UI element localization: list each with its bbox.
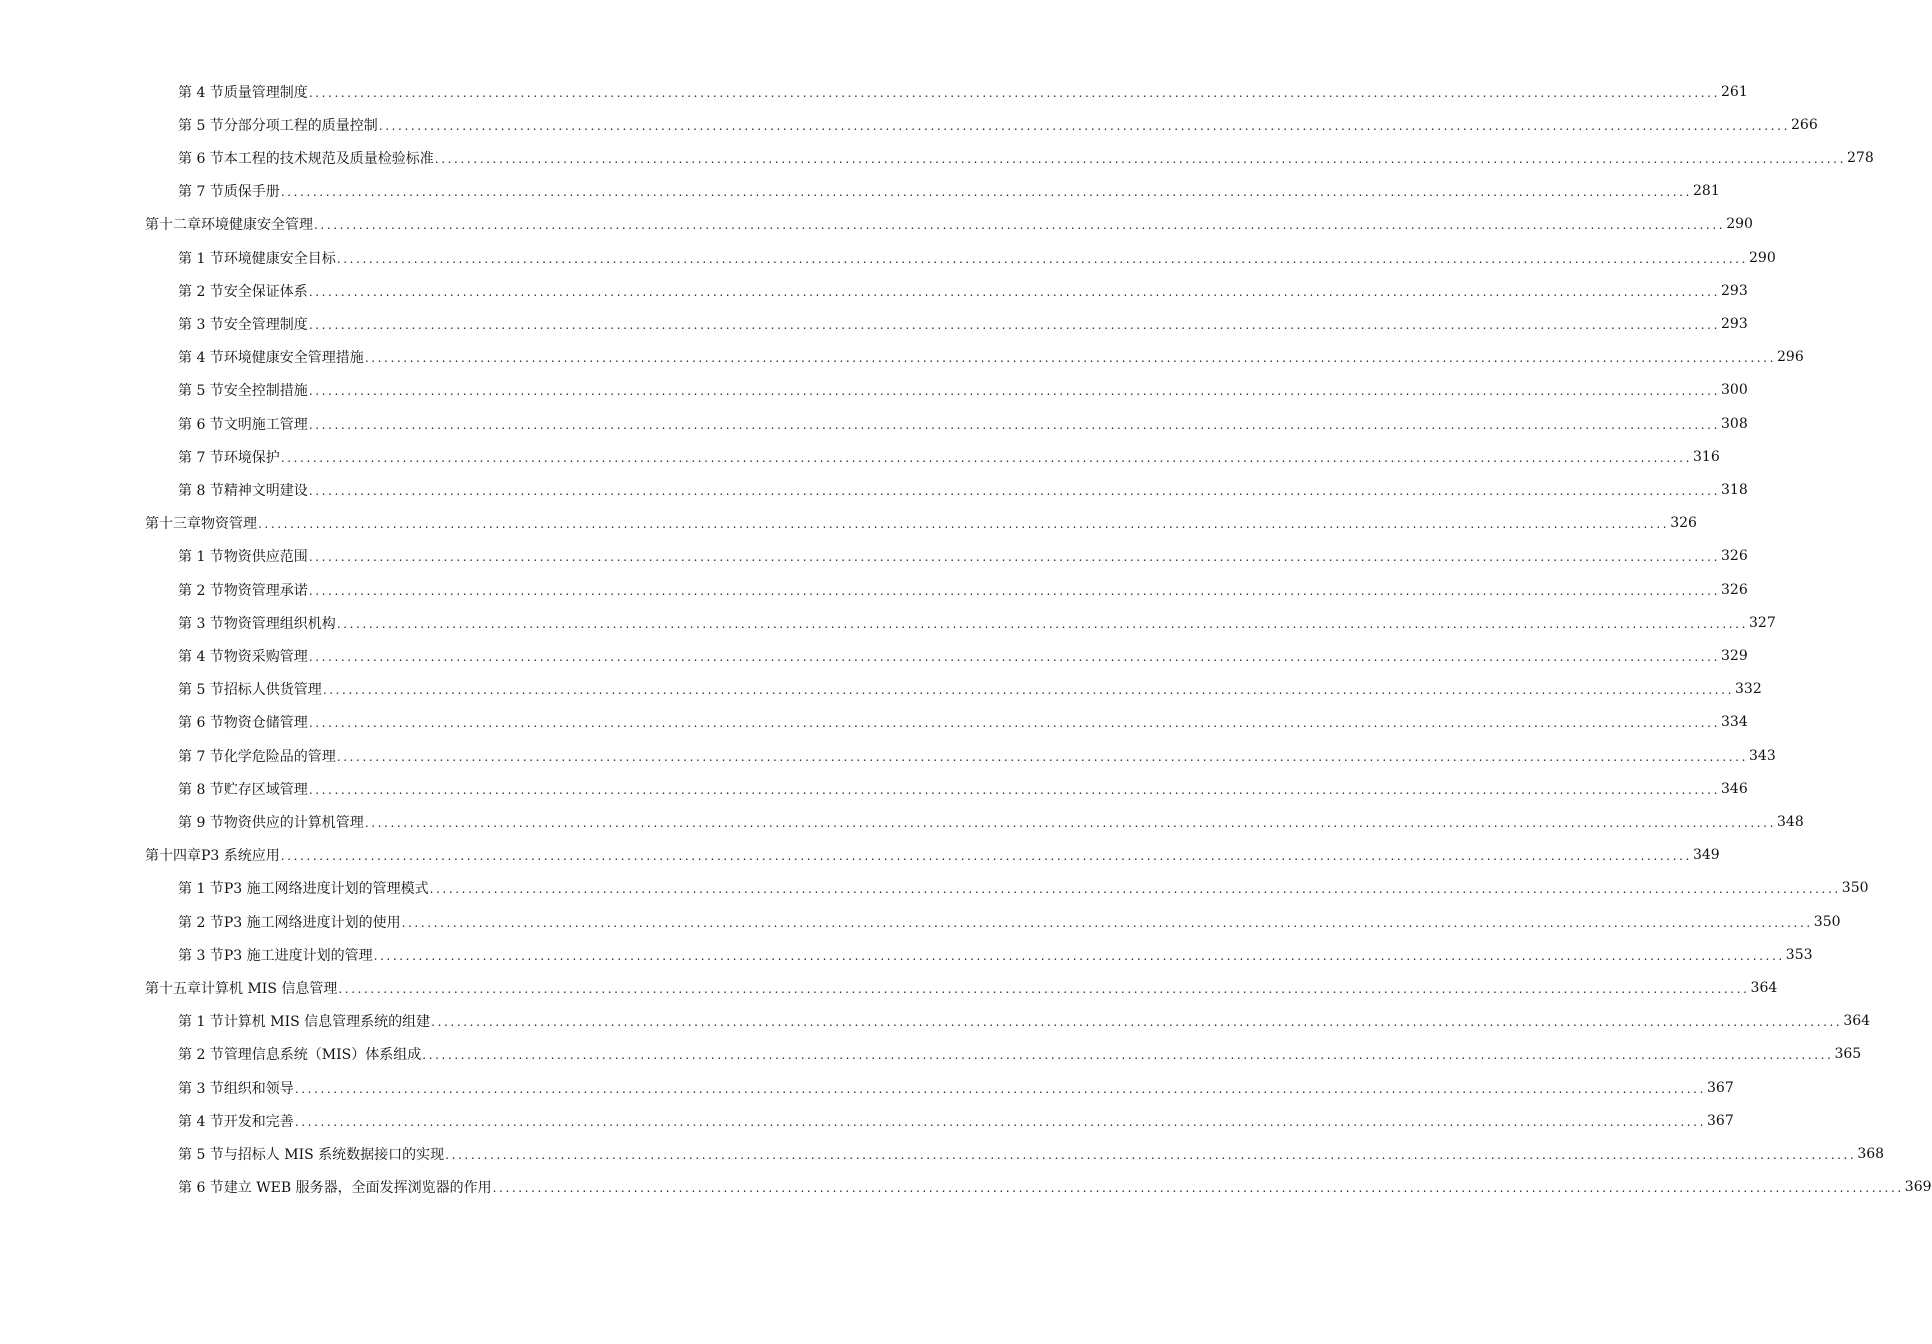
toc-entry-title: 环境健康安全目标 [223,250,336,267]
toc-page-number: 353 [1785,946,1813,963]
toc-section-entry[interactable] [178,639,1748,672]
toc-section-entry[interactable] [178,1038,1862,1071]
toc-section-entry[interactable] [178,473,1748,506]
toc-entry-number: 第 2 节 [178,283,224,300]
toc-section-entry[interactable] [178,606,1776,639]
toc-chapter-entry[interactable] [145,507,1697,540]
toc-page-number: 369 [1904,1179,1932,1196]
toc-entry-number: 第 6 节 [178,715,224,732]
toc-dot-leader: ............................................................................................................................................................................................................................ [308,583,1720,598]
toc-entry-title: 物资供应范围 [223,549,308,566]
toc-section-entry[interactable] [178,938,1813,971]
toc-page-number: 334 [1721,714,1748,731]
toc-page-number: 350 [1813,913,1841,930]
toc-entry-title: 分部分项工程的质量控制 [223,117,378,134]
toc-entry-number: 第 4 节 [178,84,224,101]
toc-entry-number: 第十五章 [145,980,201,997]
toc-section-entry[interactable] [178,75,1748,108]
toc-chapter-entry[interactable] [145,839,1720,872]
toc-page-number: 364 [1843,1013,1871,1030]
toc-section-entry[interactable] [178,706,1748,739]
toc-chapter-entry[interactable] [145,971,1778,1004]
toc-section-entry[interactable] [178,772,1748,805]
toc-page-number: 316 [1693,448,1720,465]
toc-entry-title: 安全控制措施 [223,383,308,400]
toc-page-number: 293 [1721,282,1748,299]
toc-page-number: 266 [1791,116,1818,133]
toc-entry-title: P3 施工网络进度计划的使用 [223,914,401,931]
toc-entry-number: 第 3 节 [178,947,224,964]
toc-section-entry[interactable] [178,1104,1734,1137]
toc-entry-title: 化学危险品的管理 [223,748,336,765]
toc-entry-title: 管理信息系统（MIS）体系组成 [223,1047,422,1064]
toc-entry-number: 第十三章 [145,516,201,533]
toc-page-number: 368 [1857,1145,1885,1162]
toc-dot-leader: ............................................................................................................................................................................................................................ [308,284,1720,299]
toc-page-number: 367 [1707,1079,1734,1096]
toc-dot-leader: ............................................................................................................................................................................................................................ [308,550,1720,565]
toc-entry-number: 第 1 节 [178,1014,224,1031]
toc-dot-leader: ............................................................................................................................................................................................................................ [364,351,1776,366]
toc-page-number: 364 [1750,979,1778,996]
toc-page-number: 343 [1749,747,1776,764]
toc-entry-title: 本工程的技术规范及质量检验标准 [223,150,434,167]
toc-entry-number: 第 5 节 [178,1146,224,1163]
toc-entry-title: 环境保护 [223,449,280,466]
toc-dot-leader: ............................................................................................................................................................................................................................ [280,450,1692,465]
toc-entry-title: 物资仓储管理 [223,715,308,732]
toc-entry-number: 第 2 节 [178,914,224,931]
toc-dot-leader: ............................................................................................................................................................................................................................ [294,1114,1706,1129]
toc-dot-leader: ............................................................................................................................................................................................................................ [308,716,1720,731]
toc-dot-leader: ............................................................................................................................................................................................................................ [308,782,1720,797]
toc-page-number: 326 [1670,515,1697,532]
toc-section-entry[interactable] [178,540,1748,573]
toc-page-number: 367 [1707,1112,1734,1129]
toc-entry-number: 第 8 节 [178,482,224,499]
toc-entry-title: 质量管理制度 [223,84,308,101]
toc-entry-title: 安全保证体系 [223,283,308,300]
toc-entry-number: 第 7 节 [178,748,224,765]
toc-entry-title: 开发和完善 [223,1113,294,1130]
toc-entry-number: 第 6 节 [178,150,224,167]
toc-dot-leader: ............................................................................................................................................................................................................................ [258,517,1670,532]
toc-dot-leader: ............................................................................................................................................................................................................................ [280,185,1692,200]
toc-entry-number: 第 3 节 [178,1080,224,1097]
toc-entry-number: 第 4 节 [178,648,224,665]
toc-section-entry[interactable] [178,141,1874,174]
toc-entry-number: 第 5 节 [178,383,224,400]
toc-entry-title: 物资管理 [201,516,257,533]
toc-section-entry[interactable] [178,739,1776,772]
toc-entry-title: P3 施工进度计划的管理 [223,947,373,964]
toc-entry-title: 文明施工管理 [223,416,308,433]
toc-entry-title: 计算机 MIS 信息管理系统的组建 [223,1014,431,1031]
toc-dot-leader: ............................................................................................................................................................................................................................ [336,616,1748,631]
toc-entry-title: 物资供应的计算机管理 [223,814,364,831]
toc-page-number: 296 [1777,349,1804,366]
toc-entry-number: 第 7 节 [178,449,224,466]
toc-page-number: 308 [1721,415,1748,432]
toc-section-entry[interactable] [178,274,1748,307]
toc-entry-title: 计算机 MIS 信息管理 [201,980,338,997]
toc-dot-leader: ............................................................................................................................................................................................................................ [294,1081,1706,1096]
toc-section-entry[interactable] [178,905,1841,938]
toc-page-number: 326 [1721,548,1748,565]
toc-section-entry[interactable] [178,1171,1932,1204]
toc-page-number: 346 [1721,780,1748,797]
toc-section-entry[interactable] [178,872,1869,905]
toc-dot-leader: ............................................................................................................................................................................................................................ [364,815,1776,830]
toc-entry-title: 物资管理承诺 [223,582,308,599]
toc-dot-leader: ............................................................................................................................................................................................................................ [308,317,1720,332]
toc-dot-leader: ............................................................................................................................................................................................................................ [280,849,1692,864]
toc-dot-leader: ............................................................................................................................................................................................................................ [308,384,1720,399]
toc-dot-leader: ............................................................................................................................................................................................................................ [308,85,1720,100]
toc-entry-number: 第 6 节 [178,416,224,433]
toc-dot-leader: ............................................................................................................................................................................................................................ [308,483,1720,498]
toc-page-number: 261 [1721,83,1748,100]
toc-entry-title: 精神文明建设 [223,482,308,499]
toc-entry-number: 第 2 节 [178,1047,224,1064]
toc-entry-title: 环境健康安全管理措施 [223,350,364,367]
toc-entry-number: 第 1 节 [178,250,224,267]
toc-section-entry[interactable] [178,241,1776,274]
toc-section-entry[interactable] [178,108,1818,141]
toc-page-number: 300 [1721,382,1748,399]
toc-entry-number: 第 5 节 [178,117,224,134]
toc-dot-leader: ............................................................................................................................................................................................................................ [336,251,1748,266]
toc-entry-number: 第十四章 [145,848,201,865]
toc-section-entry[interactable] [178,1137,1885,1170]
toc-dot-leader: ............................................................................................................................................................................................................................ [314,218,1726,233]
toc-page-number: 332 [1735,681,1762,698]
toc-section-entry[interactable] [178,573,1748,606]
toc-entry-number: 第 1 节 [178,881,224,898]
toc-section-entry[interactable] [178,374,1748,407]
toc-chapter-entry[interactable] [145,208,1753,241]
toc-entry-title: 安全管理制度 [223,316,308,333]
toc-entry-title: P3 施工网络进度计划的管理模式 [223,881,429,898]
toc-entry-number: 第 4 节 [178,1113,224,1130]
toc-section-entry[interactable] [178,341,1804,374]
toc-dot-leader: ............................................................................................................................................................................................................................ [308,417,1720,432]
toc-dot-leader: ............................................................................................................................................................................................................................ [308,649,1720,664]
toc-entry-number: 第十二章 [145,217,201,234]
toc-dot-leader: ............................................................................................................................................................................................................................ [322,683,1734,698]
toc-entry-number: 第 2 节 [178,582,224,599]
toc-dot-leader: ............................................................................................................................................................................................................................ [401,915,1813,930]
toc-dot-leader: ............................................................................................................................................................................................................................ [378,118,1790,133]
toc-page-number: 278 [1847,149,1874,166]
toc-entry-title: 建立 WEB 服务器，全面发挥浏览器的作用 [223,1180,492,1197]
toc-page-number: 329 [1721,647,1748,664]
toc-section-entry[interactable] [178,175,1720,208]
toc-page-number: 365 [1834,1046,1862,1063]
toc-section-entry[interactable] [178,1071,1734,1104]
toc-page-number: 348 [1777,813,1804,830]
toc-entry-number: 第 9 节 [178,814,224,831]
toc-entry-number: 第 1 节 [178,549,224,566]
toc-entry-title: 物资管理组织机构 [223,615,336,632]
toc-page-number: 281 [1693,183,1720,200]
toc-page-number: 290 [1726,216,1753,233]
toc-entry-title: P3 系统应用 [201,848,280,865]
toc-entry-title: 环境健康安全管理 [201,217,313,234]
toc-dot-leader: ............................................................................................................................................................................................................................ [429,882,1841,897]
toc-dot-leader: ............................................................................................................................................................................................................................ [431,1015,1843,1030]
toc-entry-number: 第 6 节 [178,1180,224,1197]
toc-page-number: 350 [1841,880,1869,897]
toc-entry-number: 第 3 节 [178,615,224,632]
toc-page-number: 318 [1721,481,1748,498]
toc-page-number: 327 [1749,614,1776,631]
toc-section-entry[interactable] [178,805,1804,838]
toc-section-entry[interactable] [178,1005,1871,1038]
toc-dot-leader: ............................................................................................................................................................................................................................ [492,1181,1904,1196]
toc-entry-title: 招标人供货管理 [223,682,322,699]
toc-page-number: 293 [1721,315,1748,332]
toc-section-entry[interactable] [178,407,1748,440]
toc-page-number: 326 [1721,581,1748,598]
toc-entry-title: 物资采购管理 [223,648,308,665]
toc-entry-title: 组织和领导 [223,1080,294,1097]
toc-page-number: 290 [1749,249,1776,266]
toc-section-entry[interactable] [178,307,1748,340]
toc-section-entry[interactable] [178,440,1720,473]
toc-dot-leader: ............................................................................................................................................................................................................................ [434,151,1846,166]
toc-entry-number: 第 8 节 [178,781,224,798]
toc-entry-number: 第 4 节 [178,350,224,367]
toc-dot-leader: ............................................................................................................................................................................................................................ [373,948,1785,963]
toc-entry-title: 与招标人 MIS 系统数据接口的实现 [223,1146,445,1163]
toc-dot-leader: ............................................................................................................................................................................................................................ [336,749,1748,764]
toc-section-entry[interactable] [178,673,1762,706]
toc-entry-number: 第 3 节 [178,316,224,333]
toc-page-number: 349 [1692,847,1720,864]
toc-entry-title: 贮存区域管理 [223,781,308,798]
toc-entry-number: 第 5 节 [178,682,224,699]
toc-dot-leader: ............................................................................................................................................................................................................................ [422,1048,1834,1063]
toc-dot-leader: ............................................................................................................................................................................................................................ [338,981,1750,996]
toc-dot-leader: ............................................................................................................................................................................................................................ [445,1147,1857,1162]
toc-entry-title: 质保手册 [223,184,280,201]
toc-entry-number: 第 7 节 [178,184,224,201]
